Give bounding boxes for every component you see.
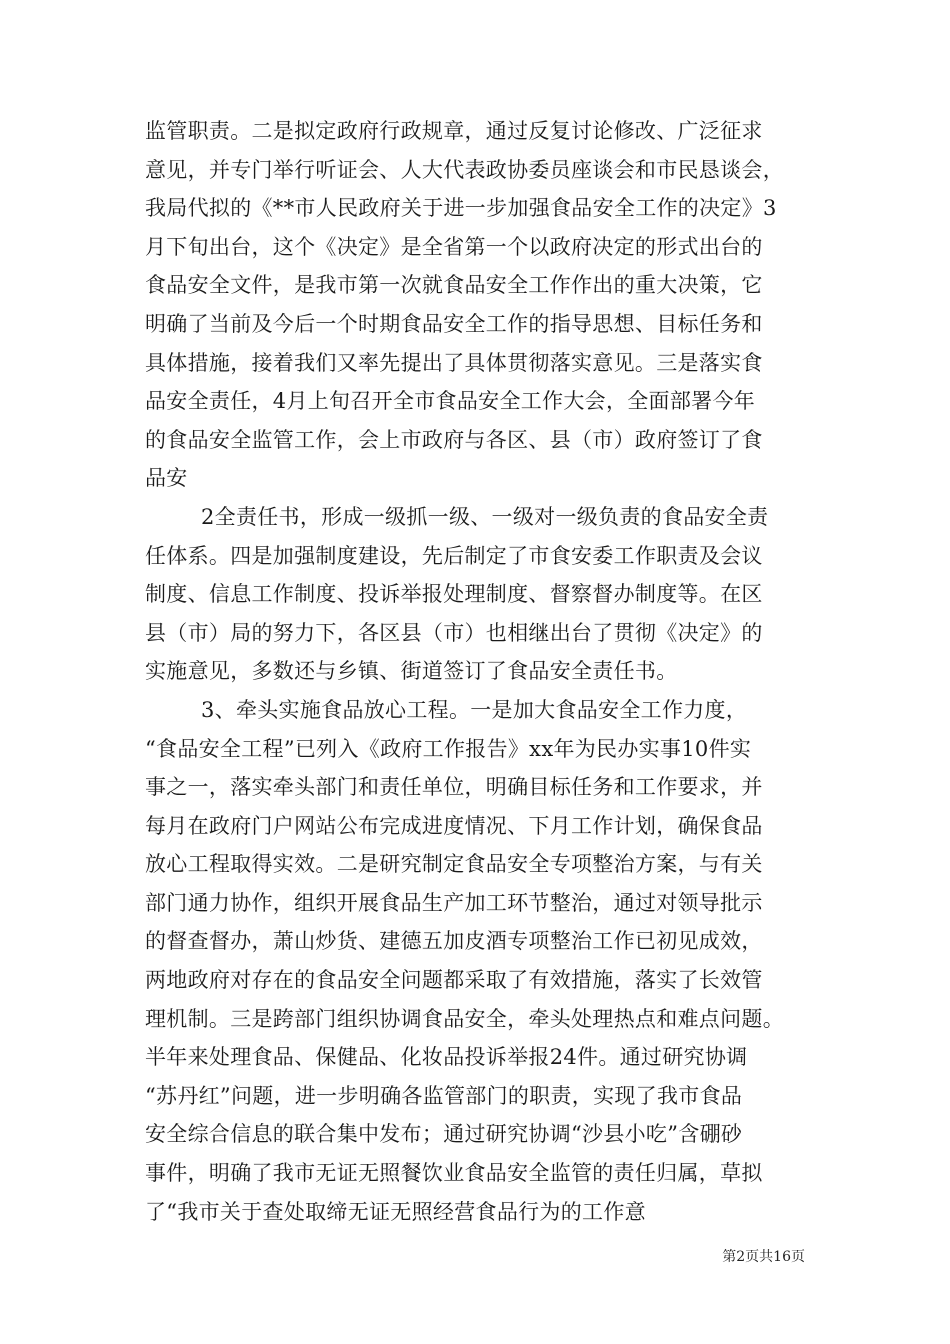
text-line: 的督查督办，萧山炒货、建德五加皮酒专项整治工作已初见成效， [145,929,763,954]
text-line: 了“我市关于查处取缔无证无照经营食品行为的工作意 [145,1199,646,1224]
text-line: 半年来处理食品、保健品、化妆品投诉举报24件。通过研究协调 [145,1045,748,1070]
text-line: 放心工程取得实效。二是研究制定食品安全专项整治方案，与有关 [145,852,763,877]
text-line: 实施意见，多数还与乡镇、街道签订了食品安全责任书。 [145,659,678,684]
text-line: 理机制。三是跨部门组织协调食品安全，牵头处理热点和难点问题。 [145,1006,784,1031]
page-number-footer: 第2页共16页 [722,1249,805,1265]
text-line: 意见，并专门举行听证会、人大代表政协委员座谈会和市民恳谈会， [145,157,784,182]
text-line: 安全综合信息的联合集中发布；通过研究协调“沙县小吃”含硼砂 [145,1122,743,1147]
text-line: 的食品安全监管工作，会上市政府与各区、县（市）政府签订了食 [145,427,763,452]
text-line: 制度、信息工作制度、投诉举报处理制度、督察督办制度等。在区 [145,582,763,607]
text-line: 具体措施，接着我们又率先提出了具体贯彻落实意见。三是落实食 [145,350,763,375]
text-line: 明确了当前及今后一个时期食品安全工作的指导思想、目标任务和 [145,311,763,336]
text-line: 品安全责任，4月上旬召开全市食品安全工作大会，全面部署今年 [145,389,756,414]
text-line: 月下旬出台，这个《决定》是全省第一个以政府决定的形式出台的 [145,234,763,259]
text-line: 县（市）局的努力下，各区县（市）也相继出台了贯彻《决定》的 [145,620,763,645]
text-line: “苏丹红”问题，进一步明确各监管部门的职责，实现了我市食品 [145,1083,743,1108]
text-line: 事之一，落实牵头部门和责任单位，明确目标任务和工作要求，并 [145,775,763,800]
text-line: 两地政府对存在的食品安全问题都采取了有效措施，落实了长效管 [145,968,763,993]
text-line: 我局代拟的《**市人民政府关于进一步加强食品安全工作的决定》3 [145,196,777,221]
text-line: 部门通力协作，组织开展食品生产加工环节整治，通过对领导批示 [145,890,763,915]
text-line: 监管职责。二是拟定政府行政规章，通过反复讨论修改、广泛征求 [145,119,763,143]
text-line: “食品安全工程”已列入《政府工作报告》xx年为民办实事10件实 [145,736,752,761]
text-line: 每月在政府门户网站公布完成进度情况、下月工作计划，确保食品 [145,813,763,838]
text-line: 事件，明确了我市无证无照餐饮业食品安全监管的责任归属，草拟 [145,1161,763,1186]
text-line: 任体系。四是加强制度建设，先后制定了市食安委工作职责及会议 [145,543,763,568]
paragraph-start-line: 2全责任书，形成一级抓一级、一级对一级负责的食品安全责 [201,504,769,529]
paragraph-start-line: 3、牵头实施食品放心工程。一是加大食品安全工作力度， [201,697,748,722]
text-line: 食品安全文件，是我市第一次就食品安全工作作出的重大决策，它 [145,273,763,298]
text-line: 品安 [145,466,188,491]
document-body [145,112,805,1231]
